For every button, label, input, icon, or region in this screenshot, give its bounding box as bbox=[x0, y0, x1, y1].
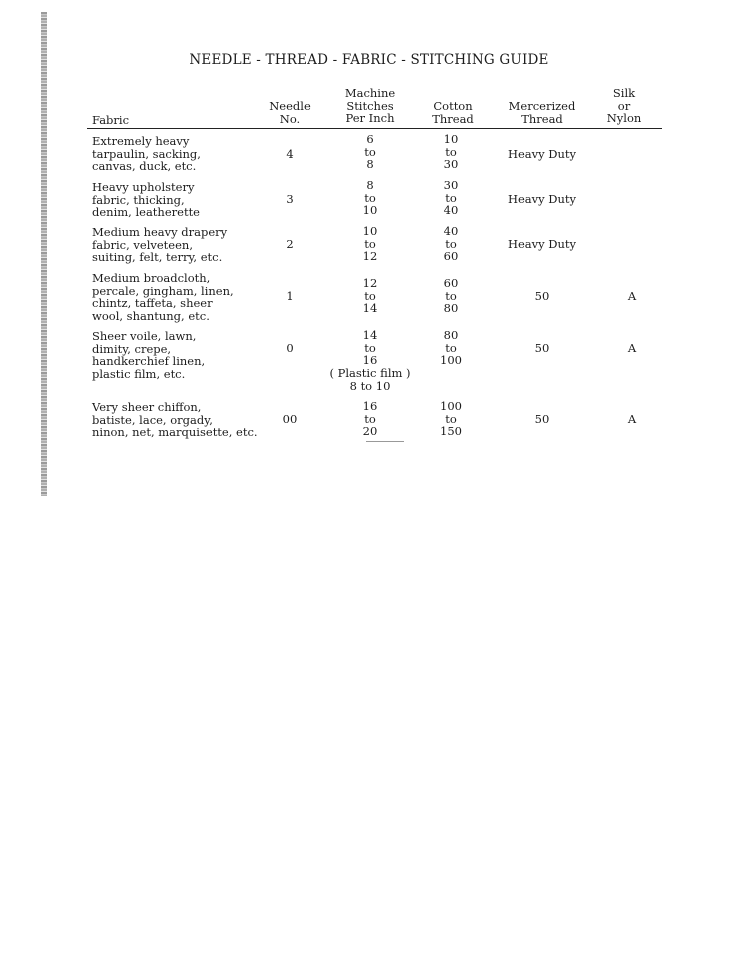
row-1-mercerized: Heavy Duty bbox=[507, 147, 577, 161]
row-4-needle: 1 bbox=[286, 289, 294, 303]
row-6-machine: 16 to 20 bbox=[362, 399, 378, 439]
row-4-silk: A bbox=[627, 289, 637, 303]
header-machine-stitches: Machine Stitches Per Inch bbox=[344, 86, 396, 126]
plastic-film-note: ( Plastic film ) 8 to 10 bbox=[329, 366, 411, 393]
header-needle: Needle No. bbox=[269, 99, 311, 126]
row-6-cotton: 100 to 150 bbox=[440, 399, 462, 439]
row-5-needle: 0 bbox=[286, 341, 294, 355]
row-1-cotton: 10 to 30 bbox=[443, 132, 459, 172]
row-5-fabric: Sheer voile, lawn, dimity, crepe, handkerchief linen, plastic film, etc. bbox=[92, 329, 206, 381]
row-5-silk: A bbox=[627, 341, 637, 355]
page-title: NEEDLE - THREAD - FABRIC - STITCHING GUIDE bbox=[189, 52, 549, 68]
row-5-cotton: 80 to 100 bbox=[440, 328, 462, 368]
row-1-machine: 6 to 8 bbox=[364, 132, 376, 172]
row-5-mercerized: 50 bbox=[534, 341, 550, 355]
row-3-mercerized: Heavy Duty bbox=[507, 237, 577, 251]
row-2-needle: 3 bbox=[286, 192, 294, 206]
row-1-needle: 4 bbox=[286, 147, 294, 161]
row-6-mercerized: 50 bbox=[534, 412, 550, 426]
row-4-fabric: Medium broadcloth, percale, gingham, linen, chintz, taffeta, sheer wool, shantung, etc. bbox=[92, 271, 234, 323]
underline-mark bbox=[366, 441, 404, 442]
row-2-cotton: 30 to 40 bbox=[443, 178, 459, 218]
row-3-needle: 2 bbox=[286, 237, 294, 251]
row-6-fabric: Very sheer chiffon, batiste, lace, orgady, ninon, net, marquisette, etc. bbox=[92, 400, 258, 440]
row-6-silk: A bbox=[627, 412, 637, 426]
row-3-machine: 10 to 12 bbox=[362, 224, 378, 264]
header-cotton-thread: Cotton Thread bbox=[432, 99, 474, 126]
row-3-cotton: 40 to 60 bbox=[443, 224, 459, 264]
header-fabric: Fabric bbox=[92, 113, 130, 127]
row-5-machine: 14 to 16 bbox=[362, 328, 378, 368]
row-2-mercerized: Heavy Duty bbox=[507, 192, 577, 206]
header-silk-nylon: Silk or Nylon bbox=[606, 86, 642, 126]
row-1-fabric: Extremely heavy tarpaulin, sacking, canvas, duck, etc. bbox=[92, 134, 201, 174]
row-4-machine: 12 to 14 bbox=[362, 276, 378, 316]
header-rule bbox=[87, 128, 662, 129]
row-4-mercerized: 50 bbox=[534, 289, 550, 303]
header-mercerized-thread: Mercerized Thread bbox=[508, 99, 576, 126]
row-4-cotton: 60 to 80 bbox=[443, 276, 459, 316]
row-6-needle: 00 bbox=[282, 412, 298, 426]
scan-edge bbox=[41, 12, 47, 496]
row-2-fabric: Heavy upholstery fabric, thicking, denim, leatherette bbox=[92, 180, 200, 220]
row-2-machine: 8 to 10 bbox=[362, 178, 378, 218]
row-3-fabric: Medium heavy drapery fabric, velveteen, suiting, felt, terry, etc. bbox=[92, 225, 228, 265]
